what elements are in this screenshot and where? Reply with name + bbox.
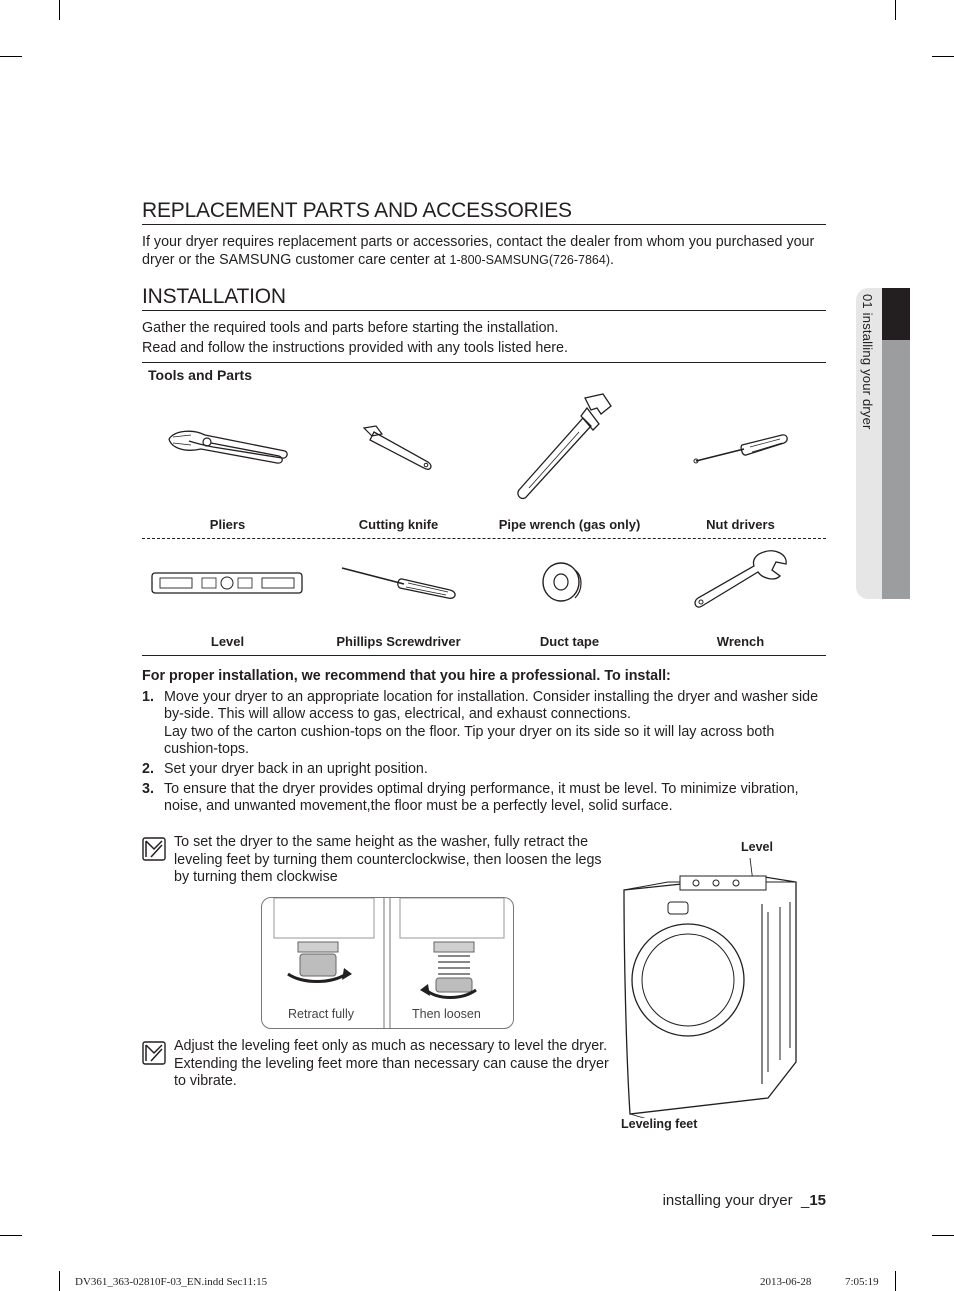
crop-mark [895,0,896,20]
replacement-text: If your dryer requires replacement parts or accessories, contact the dealer from whom you purchased your dryer or the SAMSUNG customer care center at 1-800-SAMSUNG(726-7864). [142,234,815,268]
pliers-icon [165,425,290,465]
cutting-knife-icon [360,422,438,472]
leveling-feet-figure [261,897,514,1029]
page-number: 15 [809,1192,826,1209]
divider [142,362,826,363]
loosen-caption: Then loosen [412,1007,481,1021]
page-footer: installing your dryer _15 [662,1192,826,1209]
tools-title: Tools and Parts [148,367,252,383]
installation-title: INSTALLATION [142,285,826,311]
pipe-wrench-icon [515,392,615,504]
tool-label: Wrench [716,634,765,649]
retract-caption: Retract fully [288,1007,354,1021]
step-item [142,689,826,759]
step-text: Lay two of the carton cushion-tops on the floor. Tip your dryer on its side so it will lay across both cushion-tops. [164,723,775,758]
tool-label: Duct tape [539,634,600,649]
crop-mark [59,1271,60,1291]
note-icon [142,837,166,861]
slug-time: 7:05:19 [845,1276,879,1288]
note-icon [142,1041,166,1065]
crop-mark [0,56,22,57]
step-number: 1. [142,688,154,705]
step-item [142,761,826,779]
wrench-icon [692,548,792,614]
level-icon [150,570,304,596]
step-text: To ensure that the dryer provides optimal drying performance, it must be level. To minimize vibration, noise, and unwanted movement,the floor must be a perfectly level, solid surface. [164,780,799,815]
steps-lead: For proper installation, we recommend that you hire a professional. To install: [142,668,671,684]
crop-mark [59,0,60,20]
crop-mark [932,1235,954,1236]
crop-mark [932,56,954,57]
replacement-title: REPLACEMENT PARTS AND ACCESSORIES [142,199,826,225]
divider [142,655,826,656]
leveling-feet-caption: Leveling feet [621,1117,698,1131]
tool-label: Pliers [209,517,246,532]
step-text: Set your dryer back in an upright position. [164,760,428,777]
install-steps [142,668,826,818]
step-number: 2. [142,760,154,777]
dryer-illustration [618,852,802,1118]
phillips-screwdriver-icon [338,564,460,600]
step-text: Move your dryer to an appropriate location for installation. Consider installing the dryer and washer side by-side. This will allow access to gas, electrical, and exhaust connections. [164,688,819,723]
step-number: 3. [142,780,154,797]
note-text: Adjust the leveling feet only as much as necessary to level the dryer. Extending the leveling feet more than necessary can cause the dryer to vibrate. [174,1038,609,1090]
tool-label: Nut drivers [706,517,775,532]
slug-file: DV361_363-02810F-03_EN.indd Sec11:15 [75,1276,268,1288]
tool-label: Pipe wrench (gas only) [498,517,641,532]
duct-tape-icon [539,560,585,604]
level-caption: Level [741,840,773,854]
step-item [142,781,826,816]
tool-label: Phillips Screwdriver [336,634,461,649]
note-text: To set the dryer to the same height as the washer, fully retract the leveling feet by turning them counterclockwise, then loosen the legs by turning them clockwise [174,834,602,886]
installation-line-2: Read and follow the instructions provided with any tools listed here. [142,340,568,356]
crop-mark [0,1235,22,1236]
chapter-tab-label: 01 installing your dryer [860,294,875,430]
installation-line-1: Gather the required tools and parts before starting the installation. [142,320,559,336]
tool-label: Level [210,634,245,649]
crop-mark [895,1271,896,1291]
chapter-tab-marker [882,288,910,340]
tool-label: Cutting knife [358,517,439,532]
chapter-tab-strip [882,340,910,599]
dashed-divider [142,538,826,539]
nut-driver-icon [692,433,790,467]
slug-date: 2013-06-28 [760,1276,812,1288]
